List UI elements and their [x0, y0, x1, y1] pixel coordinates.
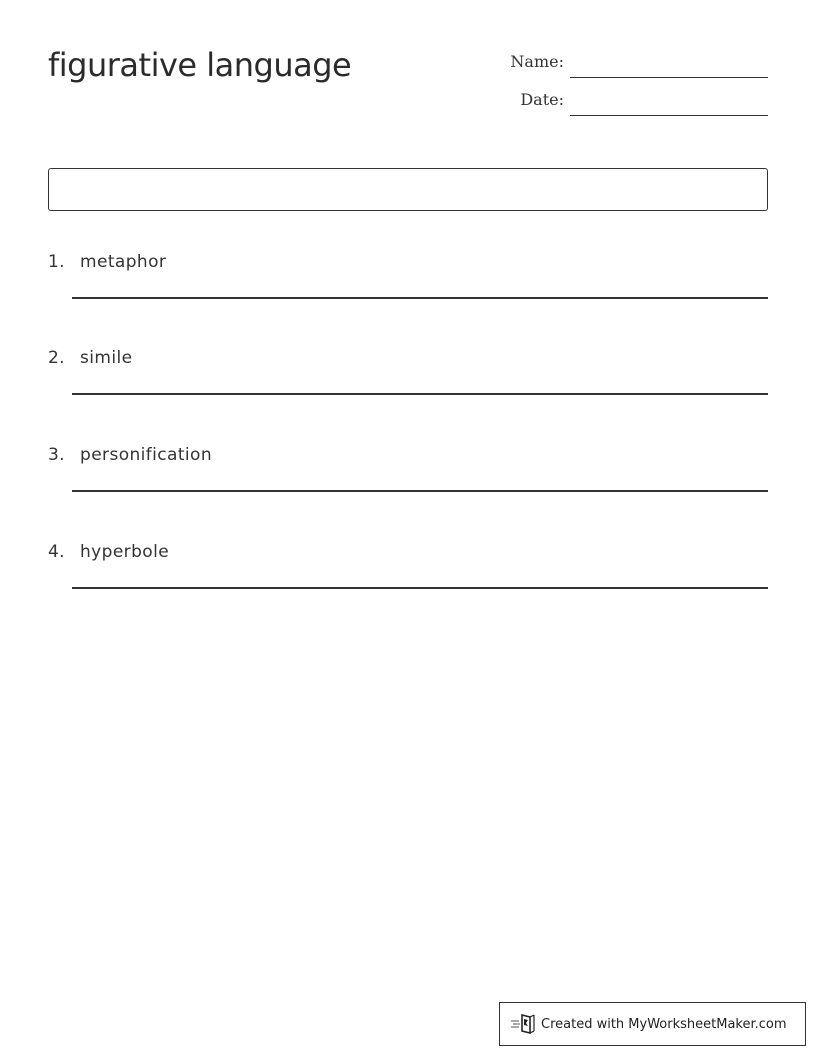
date-label: Date:	[520, 90, 564, 109]
name-label: Name:	[510, 52, 564, 71]
question-number: 2.	[48, 348, 65, 368]
worksheet-title: figurative language	[48, 46, 352, 84]
date-blank-line	[570, 115, 768, 116]
question-number: 3.	[48, 445, 65, 465]
date-field	[500, 90, 768, 116]
question-number: 4.	[48, 542, 65, 562]
question-text: metaphor	[80, 252, 167, 272]
answer-line	[72, 393, 768, 395]
name-blank-line	[570, 77, 768, 78]
footer-text: Created with MyWorksheetMaker.com	[541, 1016, 787, 1032]
answer-line	[72, 297, 768, 299]
question-text: simile	[80, 348, 133, 368]
answer-line	[72, 490, 768, 492]
question-number: 1.	[48, 252, 65, 272]
worksheet-maker-logo-icon	[510, 1012, 536, 1036]
instructions-box	[48, 168, 768, 211]
question-text: personification	[80, 445, 213, 465]
question-text: hyperbole	[80, 542, 170, 562]
name-field	[500, 52, 768, 78]
footer-credit	[499, 1002, 806, 1046]
answer-line	[72, 587, 768, 589]
